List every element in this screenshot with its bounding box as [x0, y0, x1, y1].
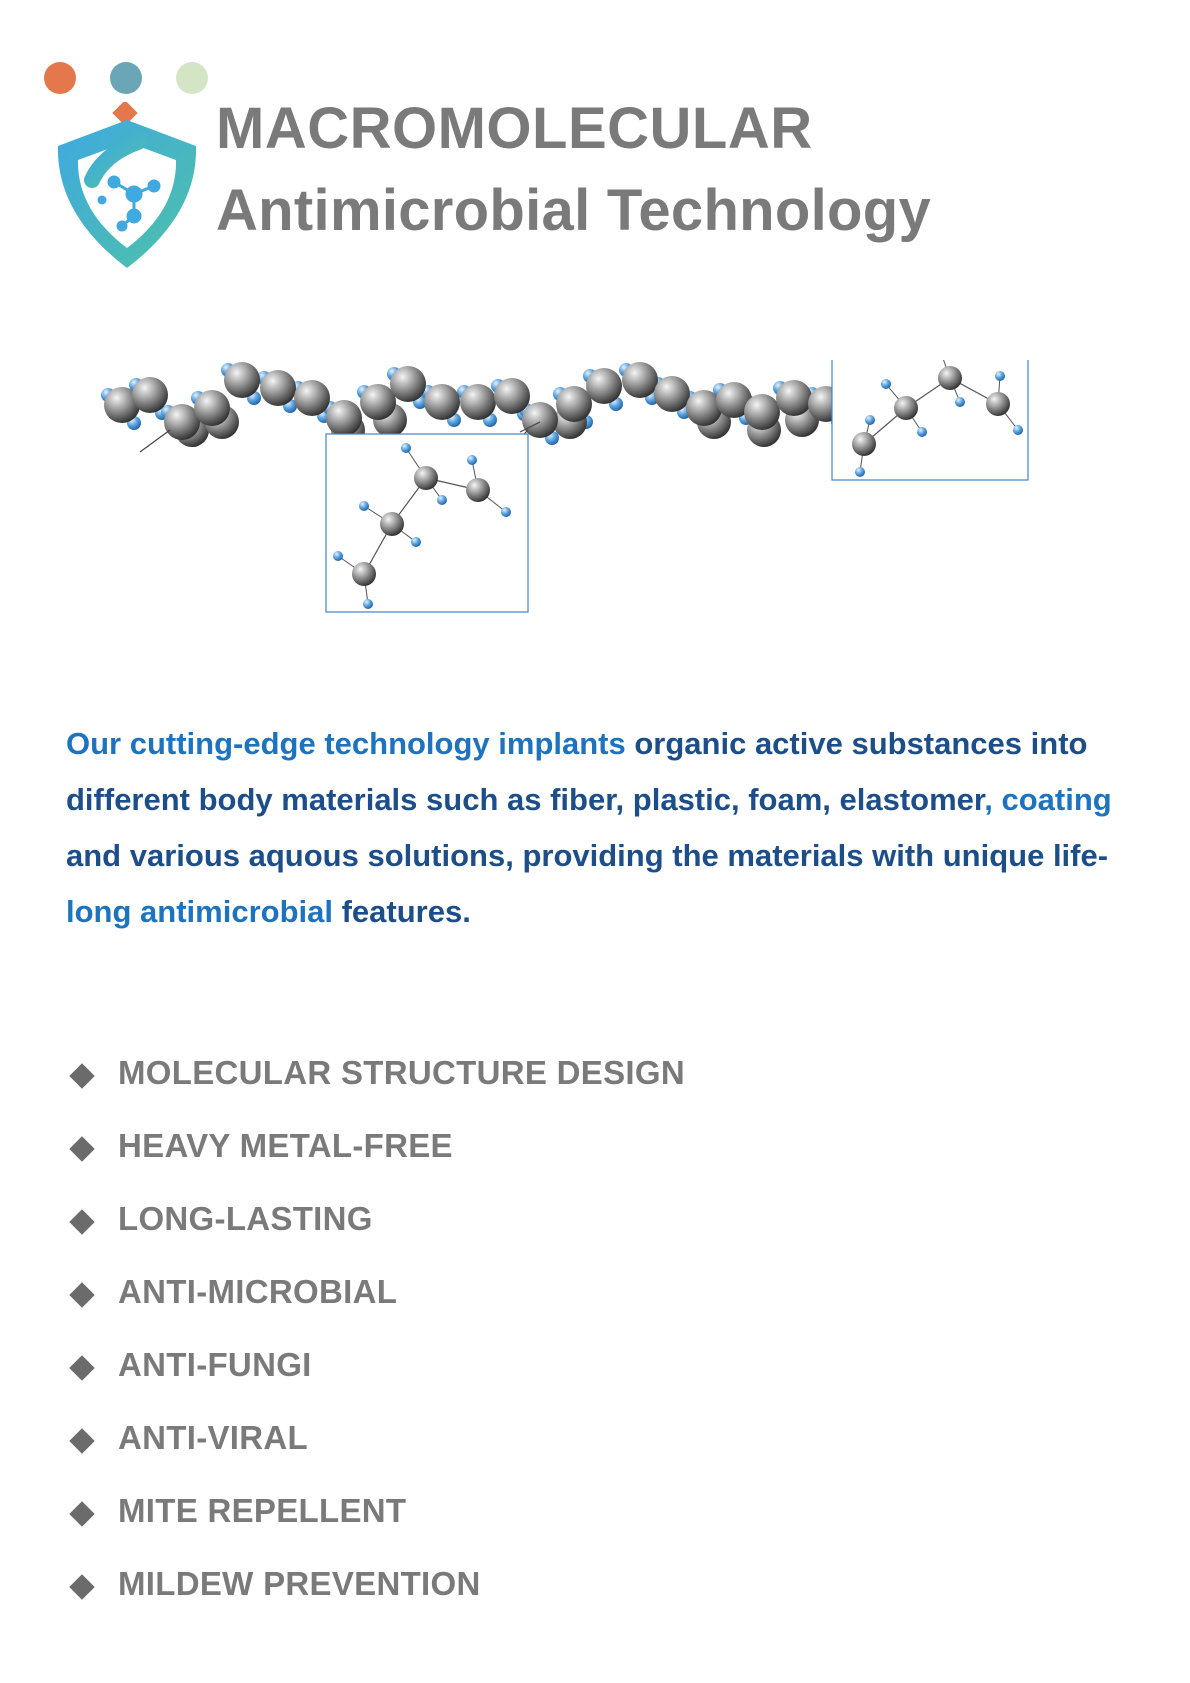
hydrogen-atom: [437, 495, 447, 505]
list-item: [66, 1054, 685, 1127]
list-item: [66, 1492, 685, 1565]
intro-text-1: Our cutting-edge technology implants: [66, 726, 635, 761]
title-line-2: Antimicrobial Technology: [216, 178, 932, 243]
carbon-atom: [194, 390, 230, 426]
logo-dots: [44, 62, 214, 98]
carbon-atom: [224, 362, 260, 398]
carbon-atom: [360, 384, 396, 420]
feature-label: ANTI-VIRAL: [118, 1419, 308, 1456]
carbon-atom: [586, 368, 622, 404]
hydrogen-atom: [501, 507, 511, 517]
carbon-atom: [852, 432, 876, 456]
zoom-box: [326, 434, 528, 612]
diamond-bullet-icon: [69, 1574, 94, 1599]
carbon-atom: [326, 400, 362, 436]
hydrogen-atom: [995, 371, 1005, 381]
shield-logo-icon: [52, 102, 202, 272]
carbon-atom: [390, 366, 426, 402]
carbon-atom: [938, 366, 962, 390]
carbon-atom: [294, 380, 330, 416]
diamond-bullet-icon: [69, 1501, 94, 1526]
list-item: [66, 1200, 685, 1273]
list-item: [66, 1346, 685, 1419]
feature-list: [66, 1054, 685, 1638]
hydrogen-atom: [363, 599, 373, 609]
carbon-atom: [556, 386, 592, 422]
intro-text-2: organic active substances into: [634, 726, 1088, 761]
hydrogen-atom: [401, 443, 411, 453]
intro-text-5: and various aquous solutions, providing the materials with unique life-: [66, 838, 1109, 873]
carbon-atom: [260, 370, 296, 406]
diamond-bullet-icon: [69, 1209, 94, 1234]
feature-label: ANTI-MICROBIAL: [118, 1273, 398, 1310]
carbon-atom: [494, 378, 530, 414]
intro-text-4: , coating: [984, 782, 1112, 817]
carbon-atom: [986, 392, 1010, 416]
carbon-atom: [424, 384, 460, 420]
diamond-bullet-icon: [69, 1282, 94, 1307]
feature-label: LONG-LASTING: [118, 1200, 373, 1237]
feature-label: MILDEW PREVENTION: [118, 1565, 481, 1602]
feature-label: MITE REPELLENT: [118, 1492, 407, 1529]
hydrogen-atom: [1013, 425, 1023, 435]
hydrogen-atom: [359, 501, 369, 511]
intro-text-7: features.: [341, 894, 471, 929]
carbon-atom: [522, 402, 558, 438]
intro-text-6: long antimicrobial: [66, 894, 342, 929]
feature-label: MOLECULAR STRUCTURE DESIGN: [118, 1054, 685, 1091]
title-line-1: MACROMOLECULAR: [216, 96, 813, 161]
carbon-atom: [654, 376, 690, 412]
carbon-atom: [466, 478, 490, 502]
feature-label: ANTI-FUNGI: [118, 1346, 312, 1383]
list-item: [66, 1565, 685, 1638]
hydrogen-atom: [855, 467, 865, 477]
diamond-bullet-icon: [69, 1136, 94, 1161]
carbon-atom: [352, 562, 376, 586]
carbon-atom: [744, 394, 780, 430]
pointer-line: [140, 430, 170, 452]
hydrogen-atom: [865, 415, 875, 425]
hydrogen-atom: [955, 397, 965, 407]
hydrogen-atom: [467, 455, 477, 465]
carbon-atom: [776, 380, 812, 416]
light-green-dot: [176, 62, 208, 94]
list-item: [66, 1419, 685, 1492]
carbon-atom: [132, 377, 168, 413]
diamond-bullet-icon: [69, 1355, 94, 1380]
carbon-atom: [894, 396, 918, 420]
diamond-bullet-icon: [69, 1063, 94, 1088]
molecular-chain-illustration: [100, 360, 1120, 670]
orange-dot: [44, 62, 76, 94]
intro-paragraph: [66, 716, 1136, 940]
list-item: [66, 1273, 685, 1346]
hydrogen-atom: [917, 427, 927, 437]
intro-text-3: different body materials such as fiber, plastic, foam, elastomer: [66, 782, 985, 817]
page-title: [216, 96, 932, 243]
carbon-atom: [622, 362, 658, 398]
carbon-atom: [380, 512, 404, 536]
list-item: [66, 1127, 685, 1200]
teal-dot: [110, 62, 142, 94]
carbon-atom: [460, 384, 496, 420]
carbon-atom: [414, 466, 438, 490]
hydrogen-atom: [333, 551, 343, 561]
diamond-bullet-icon: [69, 1428, 94, 1453]
feature-label: HEAVY METAL-FREE: [118, 1127, 453, 1164]
hydrogen-atom: [881, 379, 891, 389]
hydrogen-atom: [411, 537, 421, 547]
